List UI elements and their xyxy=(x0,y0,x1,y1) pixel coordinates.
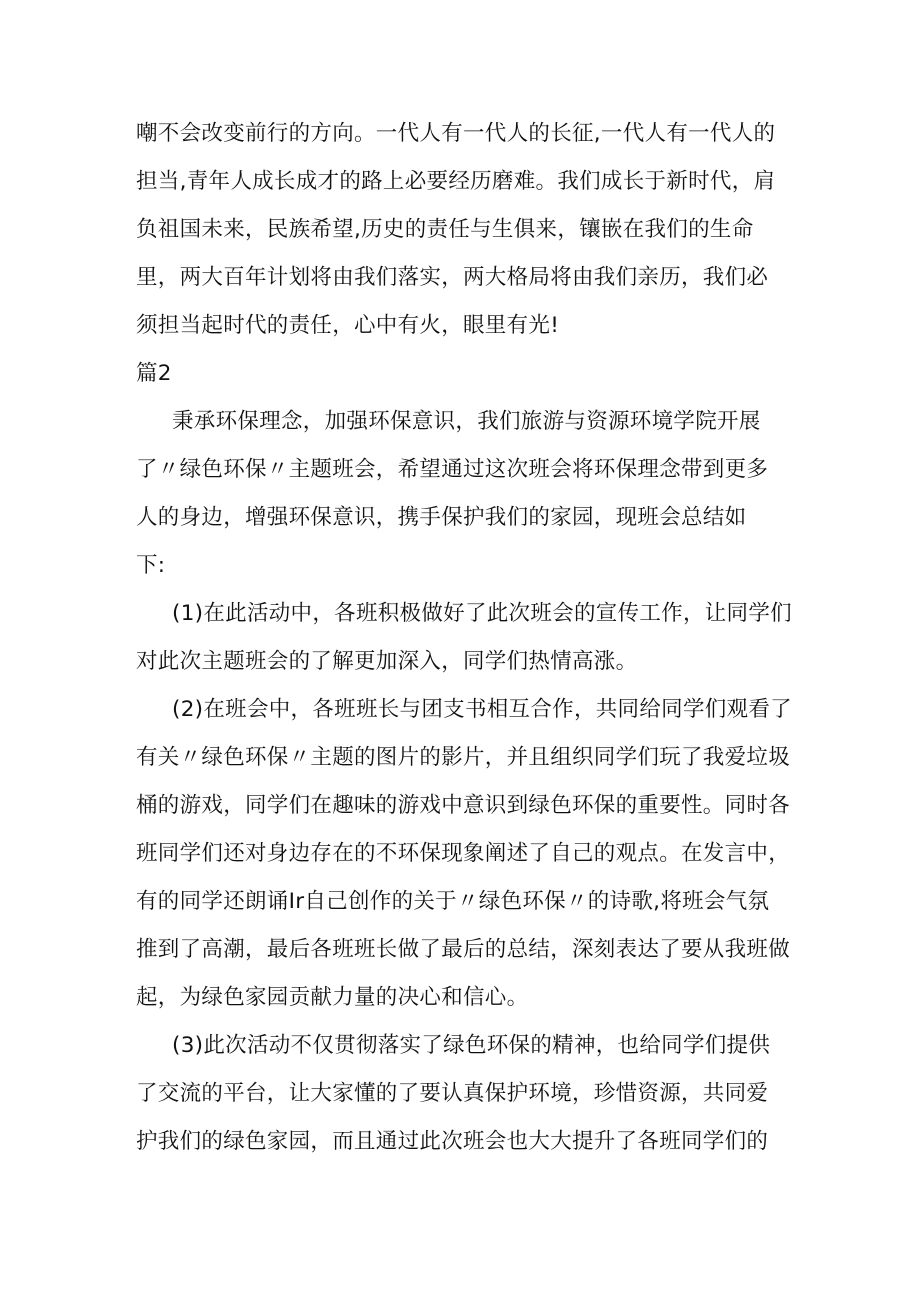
text-line-4: 里，两大百年计划将由我们落实，两大格局将由我们亲历，我们必 xyxy=(136,265,769,290)
text-line-18: 推到了高潮，最后各班班长做了最后的总结，深刻表达了要从我班做 xyxy=(136,937,791,962)
text-line-3: 负祖国未来，民族希望,历史的责任与生俱来，镶嵌在我们的生命 xyxy=(136,217,754,242)
section-heading: 篇2 xyxy=(136,361,172,386)
text-line-12: 对此次主题班会的了解更加深入，同学们热情高涨。 xyxy=(136,649,638,674)
text-line-9: 人的身边，增强环保意识，携手保护我们的家园，现班会总结如 xyxy=(136,505,747,530)
text-line-7: 秉承环保理念，加强环保意识，我们旅游与资源环境学院开展 xyxy=(172,409,761,434)
text-line-15: 桶的游戏，同学们在趣味的游戏中意识到绿色环保的重要性。同时各 xyxy=(136,793,791,818)
text-line-16: 班同学们还对身边存在的不环保现象阐述了自己的观点。在发言中， xyxy=(136,841,791,866)
text-line-2: 担当,青年人成长成才的路上必要经历磨难。我们成长于新时代，肩 xyxy=(136,169,776,194)
text-line-14: 有关〃绿色环保〃主题的图片的影片，并且组织同学们玩了我爱垃圾 xyxy=(136,745,791,770)
text-line-20: (3)此次活动不仅贯彻落实了绿色环保的精神，也给同学们提供 xyxy=(172,1033,771,1058)
text-line-1: 嘲不会改变前行的方向。一代人有一代人的长征,一代人有一代人的 xyxy=(136,121,776,146)
text-line-19: 起，为绿色家园贡献力量的决心和信心。 xyxy=(136,985,529,1010)
text-line-8: 了〃绿色环保〃主题班会，希望通过这次班会将环保理念带到更多 xyxy=(136,457,769,482)
text-line-17: 有的同学还朗诵Ir自己创作的关于〃绿色环保〃的诗歌,将班会气氛 xyxy=(136,889,770,914)
text-line-13: (2)在班会中，各班班长与团支书相互合作，共同给同学们观看了 xyxy=(172,697,792,722)
text-line-22: 护我们的绿色家园，而且通过此次班会也大大提升了各班同学们的 xyxy=(136,1129,769,1154)
text-line-5: 须担当起时代的责任，心中有火，眼里有光! xyxy=(136,313,560,338)
text-line-10: 下: xyxy=(136,553,166,578)
text-line-11: (1)在此活动中，各班积极做好了此次班会的宣传工作，让同学们 xyxy=(172,601,792,626)
text-line-21: 了交流的平台，让大家懂的了要认真保护环境，珍惜资源，共同爱 xyxy=(136,1081,769,1106)
